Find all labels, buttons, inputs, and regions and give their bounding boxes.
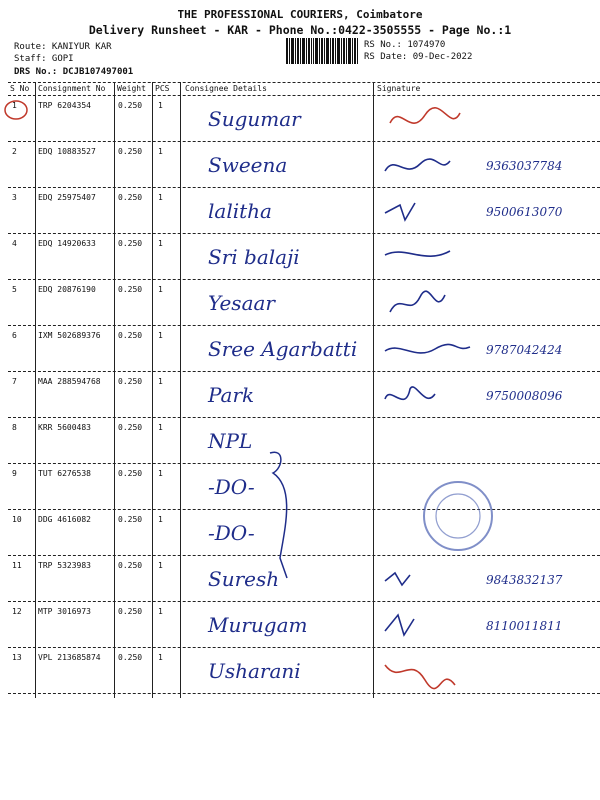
consignee-name: Park xyxy=(208,383,255,407)
weight-value: 0.250 xyxy=(118,101,143,110)
serial-number: 10 xyxy=(12,515,22,524)
pcs-value: 1 xyxy=(158,377,163,386)
column-header: S No xyxy=(10,84,30,93)
pcs-value: 1 xyxy=(158,515,163,524)
serial-number: 1 xyxy=(12,101,17,110)
rs-date: RS Date: 09-Dec-2022 xyxy=(364,52,473,62)
table-row xyxy=(8,281,600,326)
consignment-number: TRP 6204354 xyxy=(38,101,91,110)
serial-number: 13 xyxy=(12,653,22,662)
staff-label: Staff: GOPI xyxy=(14,54,74,64)
column-header: Consignee Details xyxy=(185,84,267,93)
row-divider xyxy=(8,141,600,142)
serial-number: 6 xyxy=(12,331,17,340)
weight-value: 0.250 xyxy=(118,515,143,524)
pcs-value: 1 xyxy=(158,561,163,570)
pcs-value: 1 xyxy=(158,147,163,156)
column-header: Weight xyxy=(117,84,146,93)
consignee-name: Usharani xyxy=(208,659,301,683)
table-row xyxy=(8,373,600,418)
pcs-value: 1 xyxy=(158,423,163,432)
row-one-circle xyxy=(2,98,32,122)
consignee-name: NPL xyxy=(208,429,253,453)
signature-mark xyxy=(380,195,480,231)
weight-value: 0.250 xyxy=(118,193,143,202)
serial-number: 5 xyxy=(12,285,17,294)
consignment-number: EDQ 14920633 xyxy=(38,239,96,248)
serial-number: 4 xyxy=(12,239,17,248)
courier-stamp xyxy=(418,476,498,556)
signature-mark xyxy=(380,333,480,369)
consignment-number: TUT 6276538 xyxy=(38,469,91,478)
row-divider xyxy=(8,647,600,648)
pcs-value: 1 xyxy=(158,101,163,110)
row-divider xyxy=(8,233,600,234)
pcs-value: 1 xyxy=(158,607,163,616)
pcs-value: 1 xyxy=(158,285,163,294)
consignee-name: Yesaar xyxy=(208,291,275,315)
signature-mark xyxy=(380,103,480,139)
serial-number: 12 xyxy=(12,607,22,616)
signature-phone-note: 8110011811 xyxy=(486,619,563,633)
signature-mark xyxy=(380,287,480,323)
weight-value: 0.250 xyxy=(118,653,143,662)
serial-number: 8 xyxy=(12,423,17,432)
page-subtitle: Delivery Runsheet - KAR - Phone No.:0422-3505555 - Page No.:1 xyxy=(88,23,512,37)
serial-number: 2 xyxy=(12,147,17,156)
weight-value: 0.250 xyxy=(118,607,143,616)
table-row xyxy=(8,189,600,234)
consignee-name: lalitha xyxy=(208,199,272,223)
signature-mark xyxy=(380,609,480,645)
weight-value: 0.250 xyxy=(118,469,143,478)
weight-value: 0.250 xyxy=(118,423,143,432)
signature-phone-note: 9363037784 xyxy=(486,159,563,173)
serial-number: 11 xyxy=(12,561,22,570)
consignee-name: Sugumar xyxy=(208,107,301,131)
consignee-name: Murugam xyxy=(208,613,308,637)
table-top-rule xyxy=(8,82,600,83)
table-row xyxy=(8,97,600,142)
row-divider xyxy=(8,601,600,602)
consignment-number: MTP 3016973 xyxy=(38,607,91,616)
drs-label: DRS No.: DCJB107497001 xyxy=(14,67,134,77)
consignment-number: EDQ 25975407 xyxy=(38,193,96,202)
serial-number: 7 xyxy=(12,377,17,386)
consignment-number: KRR 5600483 xyxy=(38,423,91,432)
consignment-number: VPL 213685874 xyxy=(38,653,101,662)
row-divider xyxy=(8,693,600,694)
weight-value: 0.250 xyxy=(118,561,143,570)
row-divider xyxy=(8,279,600,280)
weight-value: 0.250 xyxy=(118,285,143,294)
consignee-name: Sweena xyxy=(208,153,288,177)
row-divider xyxy=(8,325,600,326)
signature-mark xyxy=(380,655,480,691)
serial-number: 9 xyxy=(12,469,17,478)
column-header: Signature xyxy=(377,84,421,93)
rs-number: RS No.: 1074970 xyxy=(364,40,446,50)
weight-value: 0.250 xyxy=(118,239,143,248)
table-header-rule xyxy=(8,95,600,96)
consignment-number: TRP 5323983 xyxy=(38,561,91,570)
signature-mark xyxy=(380,241,480,277)
barcode xyxy=(286,38,358,64)
signature-phone-note: 9843832137 xyxy=(486,573,563,587)
table-row xyxy=(8,235,600,280)
table-row xyxy=(8,649,600,694)
consignee-name: -DO- xyxy=(208,475,255,499)
column-header: Consignment No xyxy=(38,84,106,93)
pcs-value: 1 xyxy=(158,331,163,340)
column-header: PCS xyxy=(155,84,170,93)
serial-number: 3 xyxy=(12,193,17,202)
pcs-value: 1 xyxy=(158,193,163,202)
route-label: Route: KANIYUR KAR xyxy=(14,42,112,52)
signature-phone-note: 9500613070 xyxy=(486,205,563,219)
row-divider xyxy=(8,187,600,188)
weight-value: 0.250 xyxy=(118,331,143,340)
ditto-bracket xyxy=(255,448,305,588)
consignment-number: EDQ 20876190 xyxy=(38,285,96,294)
signature-mark xyxy=(380,379,480,415)
consignee-name: -DO- xyxy=(208,521,255,545)
pcs-value: 1 xyxy=(158,469,163,478)
row-divider xyxy=(8,371,600,372)
consignee-name: Sree Agarbatti xyxy=(208,337,358,361)
row-divider xyxy=(8,417,600,418)
page-title: THE PROFESSIONAL COURIERS, Coimbatore xyxy=(177,8,423,21)
table-row xyxy=(8,327,600,372)
consignment-number: DDG 4616082 xyxy=(38,515,91,524)
table-row xyxy=(8,143,600,188)
signature-mark xyxy=(380,563,480,599)
pcs-value: 1 xyxy=(158,239,163,248)
consignee-name: Sri balaji xyxy=(208,245,300,269)
consignment-number: MAA 288594768 xyxy=(38,377,101,386)
signature-phone-note: 9787042424 xyxy=(486,343,563,357)
signature-phone-note: 9750008096 xyxy=(486,389,563,403)
consignment-number: IXM 502689376 xyxy=(38,331,101,340)
weight-value: 0.250 xyxy=(118,377,143,386)
table-row xyxy=(8,603,600,648)
consignment-number: EDQ 10883527 xyxy=(38,147,96,156)
signature-mark xyxy=(380,149,480,185)
pcs-value: 1 xyxy=(158,653,163,662)
consignee-name: Suresh xyxy=(208,567,280,591)
weight-value: 0.250 xyxy=(118,147,143,156)
